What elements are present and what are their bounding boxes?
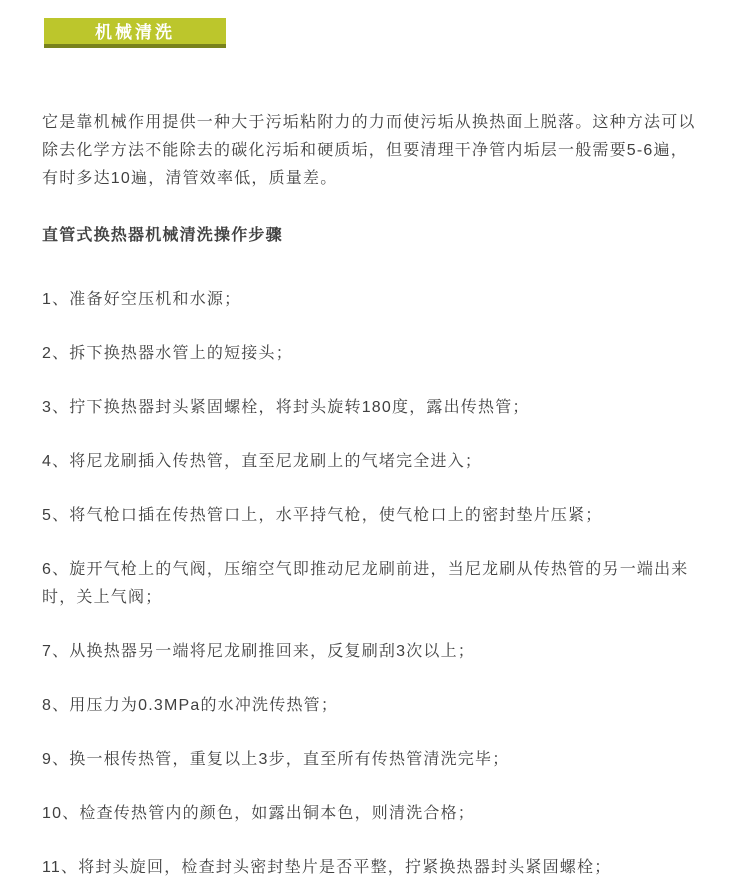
step-item: 1、准备好空压机和水源； <box>42 291 242 308</box>
intro-paragraph: 它是靠机械作用提供一种大于污垢粘附力的力而使污垢从换热面上脱落。这种方法可以除去化学方法不能除去的碳化污垢和硬质垢，但要清理干净管内垢层一般需要5-6遍，有时多达10遍，清管效率低，质量差。 <box>42 114 696 187</box>
steps-list <box>42 286 702 882</box>
tab-mechanical-cleaning[interactable] <box>44 18 226 48</box>
step-item: 5、将气枪口插在传热管口上，水平持气枪，使气枪口上的密封垫片压紧； <box>42 507 603 524</box>
section-heading: 直管式换热器机械清洗操作步骤 <box>42 227 283 244</box>
step-item: 4、将尼龙刷插入传热管，直至尼龙刷上的气堵完全进入； <box>42 453 483 470</box>
step-item: 2、拆下换热器水管上的短接头； <box>42 345 293 362</box>
step-item: 3、拧下换热器封头紧固螺栓，将封头旋转180度，露出传热管； <box>42 399 530 416</box>
step-item: 10、检查传热管内的颜色，如露出铜本色，则清洗合格； <box>42 805 475 822</box>
step-item: 8、用压力为0.3MPa的水冲洗传热管； <box>42 697 339 714</box>
step-item: 6、旋开气枪上的气阀，压缩空气即推动尼龙刷前进，当尼龙刷从传热管的另一端出来时，关上气阀； <box>42 561 689 606</box>
tab-label: 机械清洗 <box>95 23 175 42</box>
step-item: 9、换一根传热管，重复以上3步，直至所有传热管清洗完毕； <box>42 751 510 768</box>
step-item: 7、从换热器另一端将尼龙刷推回来，反复刷刮3次以上； <box>42 643 475 660</box>
step-item: 11、将封头旋回，检查封头密封垫片是否平整，拧紧换热器封头紧固螺栓； <box>42 859 612 876</box>
article-content <box>42 109 702 882</box>
